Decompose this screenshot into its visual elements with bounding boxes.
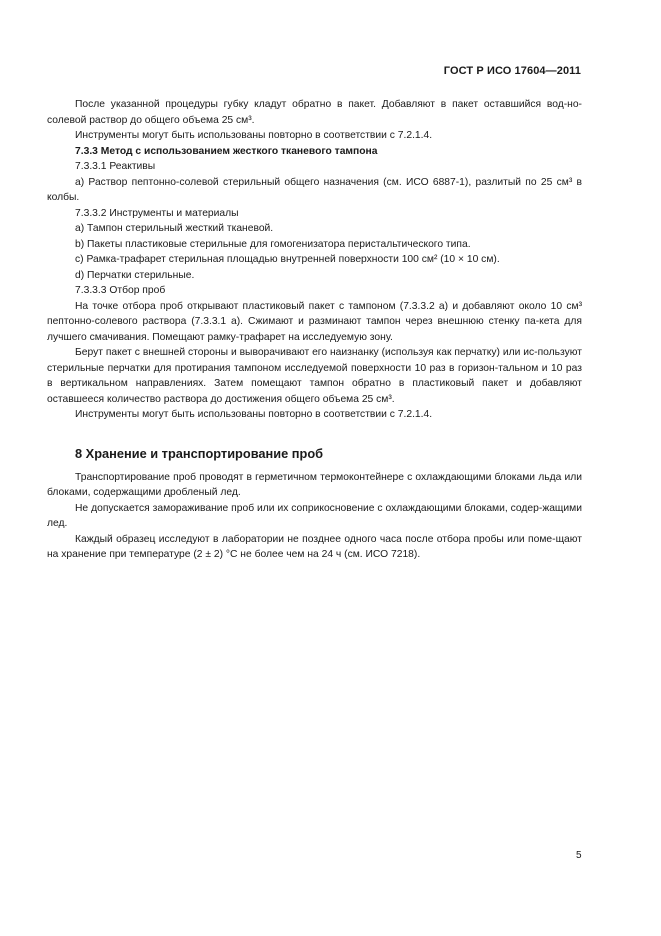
subsection-heading: 7.3.3.1 Реактивы xyxy=(75,161,156,172)
list-item: b) Пакеты пластиковые стерильные для гомогенизатора перистальтического типа. xyxy=(75,238,471,250)
list-item: d) Перчатки стерильные. xyxy=(75,269,195,281)
list-item: a) Раствор пептонно-солевой стерильный общего назначения (см. ИСО 6887-1), разлитый по 25 см³ в колбы. xyxy=(47,176,582,203)
subsection-heading: 7.3.3.3 Отбор проб xyxy=(75,285,166,296)
page-number: 5 xyxy=(576,850,582,861)
paragraph: Каждый образец исследуют в лаборатории не позднее одного часа после отбора пробы или поме-щают на хранение при температуре (2 ± 2) °С не более чем на 24 ч (см. ИСО 7218). xyxy=(47,533,582,560)
document-header: ГОСТ Р ИСО 17604—2011 xyxy=(443,65,581,77)
document-body xyxy=(47,97,582,563)
section-title: Метод с использованием жесткого тканевого тампона xyxy=(100,145,378,157)
paragraph: Инструменты могут быть использованы повторно в соответствии с 7.2.1.4. xyxy=(75,409,433,420)
list-item: c) Рамка-трафарет стерильная площадью внутренней поверхности 100 см² (10 × 10 см). xyxy=(75,254,500,265)
paragraph: После указанной процедуры губку кладут обратно в пакет. Добавляют в пакет оставшийся вод-но-солевой раствор до общего объема 25 см³. xyxy=(47,99,582,126)
paragraph: Не допускается замораживание проб или их соприкосновение с охлаждающими блоками, содер-жащими лед. xyxy=(47,502,582,529)
section-number: 7.3.3 xyxy=(75,145,98,157)
list-item: a) Тампон стерильный жесткий тканевой. xyxy=(75,223,274,234)
paragraph: Транспортирование проб проводят в герметичном термоконтейнере с охлаждающими блоками льда или блоками, содержащими дробленый лед. xyxy=(47,471,582,498)
paragraph: Инструменты могут быть использованы повторно в соответствии с 7.2.1.4. xyxy=(75,130,433,141)
section-heading-8: 8 Хранение и транспортирование проб xyxy=(75,445,324,461)
paragraph: На точке отбора проб открывают пластиковый пакет с тампоном (7.3.3.2 a) и добавляют около 10 см³ пептонно-солевого раствора (7.3.3.1 a). Сжимают и разминают тампон через внешнюю стенку па-кета для лучшего смачивания. Помещают рамку-трафарет на исследуемую зону. xyxy=(47,300,582,343)
paragraph: Берут пакет с внешней стороны и выворачивают его наизнанку (используя как перчатку) или ис-пользуют стерильные перчатки для протирания тампоном исследуемой поверхности 10 раз в горизон-тальном и 10 раз в вертикальном направлениях. Затем помещают тампон обратно в пластиковый пакет и добавляют оставшееся количество раствора до достижения общего объема 25 см³. xyxy=(47,347,582,405)
section-heading-7-3-3 xyxy=(47,144,582,160)
subsection-heading: 7.3.3.2 Инструменты и материалы xyxy=(75,207,239,219)
